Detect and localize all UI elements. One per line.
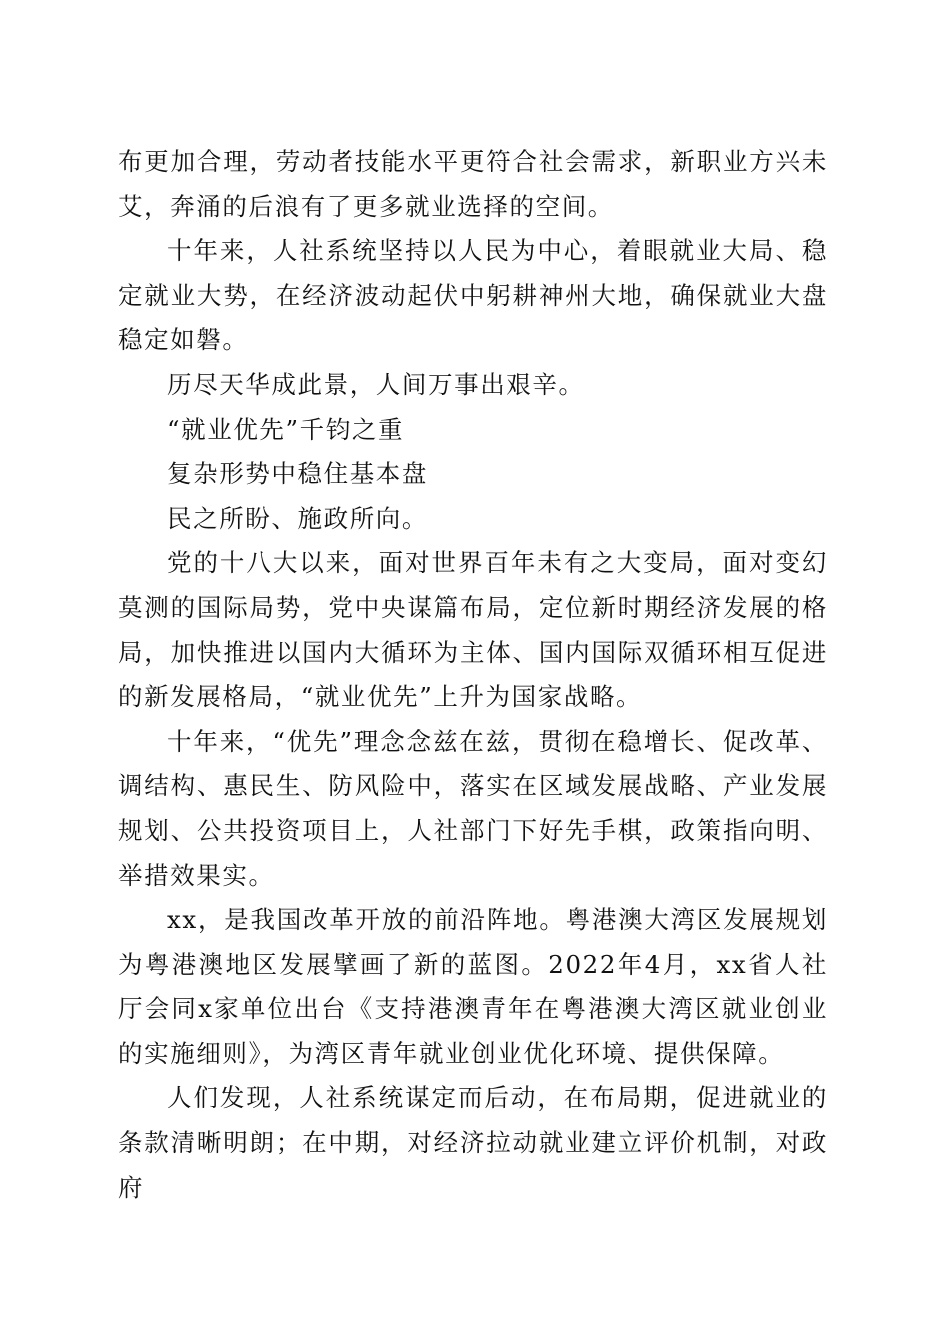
paragraph-3: 历尽天华成此景，人间万事出艰辛。 [167, 369, 585, 399]
document-page [118, 140, 828, 1210]
paragraph-6: 民之所盼、施政所向。 [167, 503, 428, 533]
paragraph-5: 复杂形势中稳住基本盘 [167, 459, 428, 489]
paragraph-10: 人们发现，人社系统谋定而后动，在布局期，促进就业的条款清晰明朗；在中期，对经济拉动就业建立评价机制，对政府 [118, 1083, 828, 1202]
paragraph-2: 十年来，人社系统坚持以人民为中心，着眼就业大局、稳定就业大势，在经济波动起伏中躬耕神州大地，确保就业大盘稳定如磐。 [118, 236, 828, 355]
paragraph-4: “就业优先”千钧之重 [167, 414, 405, 444]
paragraph-9: xx，是我国改革开放的前沿阵地。粤港澳大湾区发展规划为粤港澳地区发展擘画了新的蓝图。2022年4月，xx省人社厅会同x家单位出台《支持港澳青年在粤港澳大湾区就业创业的实施细则》，为湾区青年就业创业优化环境、提供保障。 [118, 905, 828, 1068]
paragraph-1: 布更加合理，劳动者技能水平更符合社会需求，新职业方兴未艾，奔涌的后浪有了更多就业选择的空间。 [118, 147, 828, 221]
paragraph-8: 十年来，“优先”理念念兹在兹，贯彻在稳增长、促改革、调结构、惠民生、防风险中，落实在区域发展战略、产业发展规划、公共投资项目上，人社部门下好先手棋，政策指向明、举措效果实。 [118, 726, 828, 890]
paragraph-7: 党的十八大以来，面对世界百年未有之大变局，面对变幻莫测的国际局势，党中央谋篇布局，定位新时期经济发展的格局，加快推进以国内大循环为主体、国内国际双循环相互促进的新发展格局，“就业优先”上升为国家战略。 [118, 548, 828, 712]
